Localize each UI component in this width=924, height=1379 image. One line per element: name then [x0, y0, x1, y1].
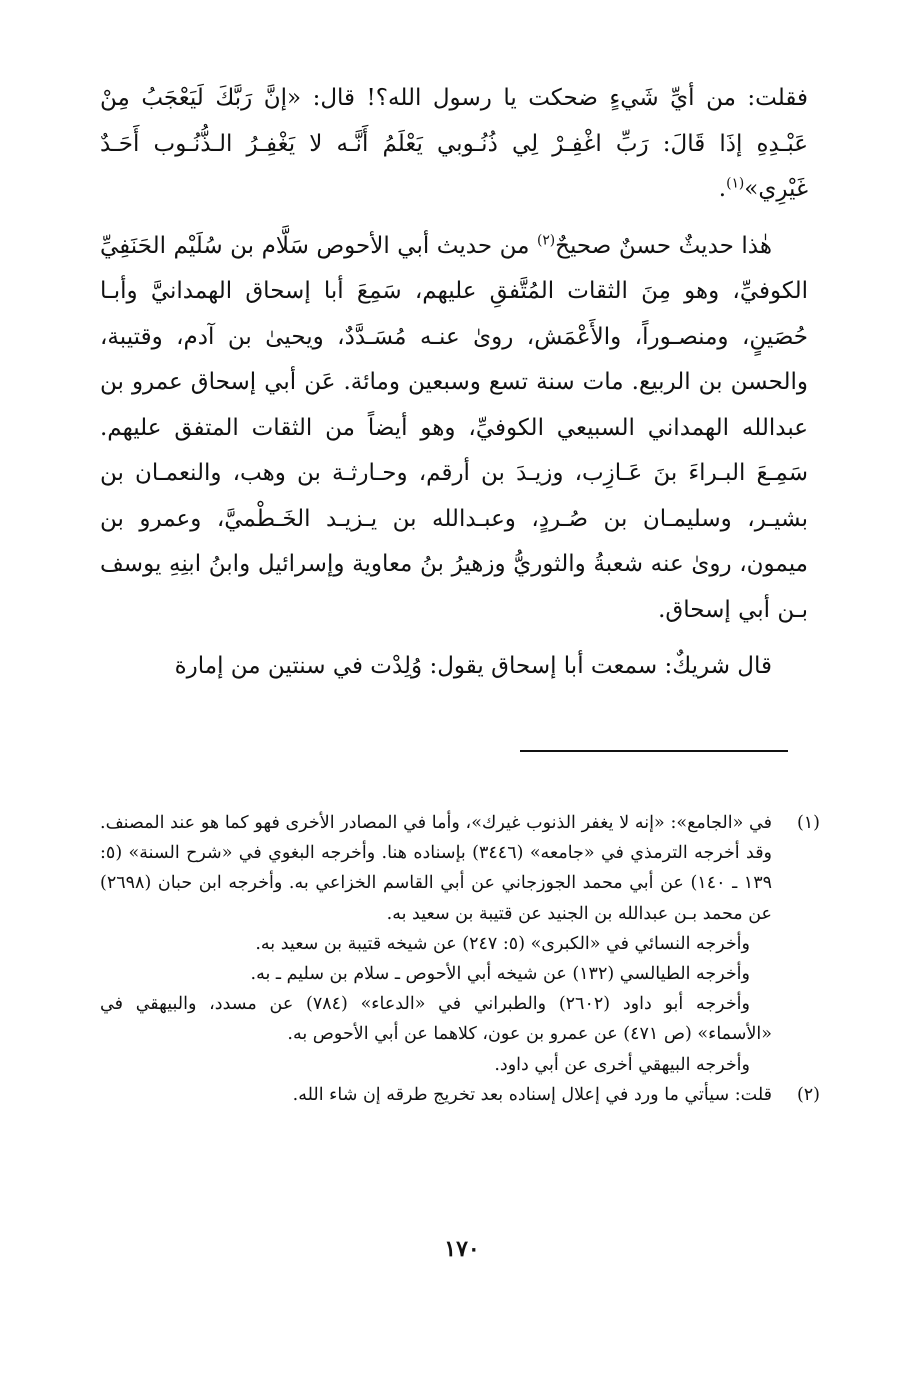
paragraph-1-text: فقلت: من أيِّ شَيءٍ ضحكت يا رسول الله؟! قال: «إنَّ رَبَّكَ لَيَعْجَبُ مِنْ عَبْـدِهِ إذَا قَالَ: رَبِّ اغْفِـرْ لِي ذُنُـوبي يَعْلَمُ أَنَّـه لا يَغْفِـرُ الـذُّنُـوب أَحَـدٌ غَيْرِي» — [100, 85, 808, 202]
footnote-1 — [100, 808, 820, 1080]
paragraph-2-text-a: هٰذا حديثٌ حسنٌ صحيحٌ — [555, 232, 772, 259]
footnote-1-line-5: وأخرجه البيهقي أخرى عن أبي داود. — [494, 1054, 750, 1075]
footnote-1-line-2: وأخرجه النسائي في «الكبرى» (٥: ٢٤٧) عن شيخه قتيبة بن سعيد به. — [255, 933, 750, 954]
footnote-1-line-1: في «الجامع»: «إنه لا يغفر الذنوب غيرك»، وأما في المصادر الأخرى فهو كما هو عند المصنف. وقد أخرجه الترمذي في «جامعه» (٣٤٤٦) بإسناده هنا. وأخرجه البغوي في «شرح السنة» (٥: ١٣٩ ـ ١٤٠) عن أبي محمد الجوزجاني عن أبي القاسم الخزاعي به. وأخرجه ابن حبان (٢٦٩٨) عن محمد بـن عبدالله بن الجنيد عن قتيبة بن سعيد به. — [100, 813, 773, 924]
paragraph-1-end: . — [718, 176, 727, 202]
footnote-2 — [100, 1080, 820, 1110]
page-number: ١٧٠ — [444, 1236, 480, 1262]
footnote-2-line-1: قلت: سيأتي ما ورد في إعلال إسناده بعد تخريج طرقه إن شاء الله. — [292, 1084, 772, 1105]
paragraph-1 — [100, 76, 808, 213]
footnote-1-line-4: وأخرجه أبو داود (٢٦٠٢) والطبراني في «الدعاء» (٧٨٤) عن مسدد، والبيهقي في «الأسماء» (ص ٤٧١) عن عمرو بن عون، كلاهما عن أبي الأحوص به. — [100, 994, 772, 1045]
footnote-1-line-3: وأخرجه الطيالسي (١٣٢) عن شيخه أبي الأحوص ـ سلام بن سليم ـ به. — [250, 964, 750, 985]
footnotes — [100, 808, 820, 1110]
main-text — [100, 76, 808, 690]
footnote-ref-2: (٢) — [536, 231, 556, 248]
footnote-ref-1: (١) — [726, 175, 745, 192]
footnote-2-number: (٢) — [796, 1084, 820, 1105]
paragraph-2 — [100, 224, 808, 634]
footnote-1-number: (١) — [796, 813, 820, 833]
footnote-separator — [520, 750, 788, 752]
paragraph-2-text-b: من حديث أبي الأحوص سَلَّام بن سُلَيْم الحَنَفِيِّ الكوفيِّ، وهو مِنَ الثقات المُتَّفقِ عليهم، سَمِعَ أبا إسحاق الهمدانيَّ وأبـا حُصَينٍ، ومنصـوراً، والأَعْمَش، روىٰ عنـه مُسَـدَّدٌ، ويحيىٰ بن آدم، وقتيبة، والحسن بن الربيع. مات سنة تسع وسبعين ومائة. عَن أبي إسحاق عمرو بن عبدالله الهمداني السبيعي الكوفيِّ، وهو أيضاً من الثقات المتفق عليهم. سَمِـعَ البـراءَ بنَ عَـازِب، وزيـدَ بن أرقم، وحـارثـة بن وهب، والنعمـان بن بشيـر، وسليمـان بن صُـردٍ، وعبـدالله بن يـزيـد الخَـطْميَّ، وعمرو بن ميمون، روىٰ عنه شعبةُ والثوريُّ وزهيرُ بنُ معاوية وإسرائيل وابنُ ابنِهِ يوسف بـن أبي إسحاق. — [100, 232, 808, 623]
paragraph-3: قال شريكٌ: سمعت أبا إسحاق يقول: وُلِدْت في سنتين من إمارة — [174, 653, 772, 679]
